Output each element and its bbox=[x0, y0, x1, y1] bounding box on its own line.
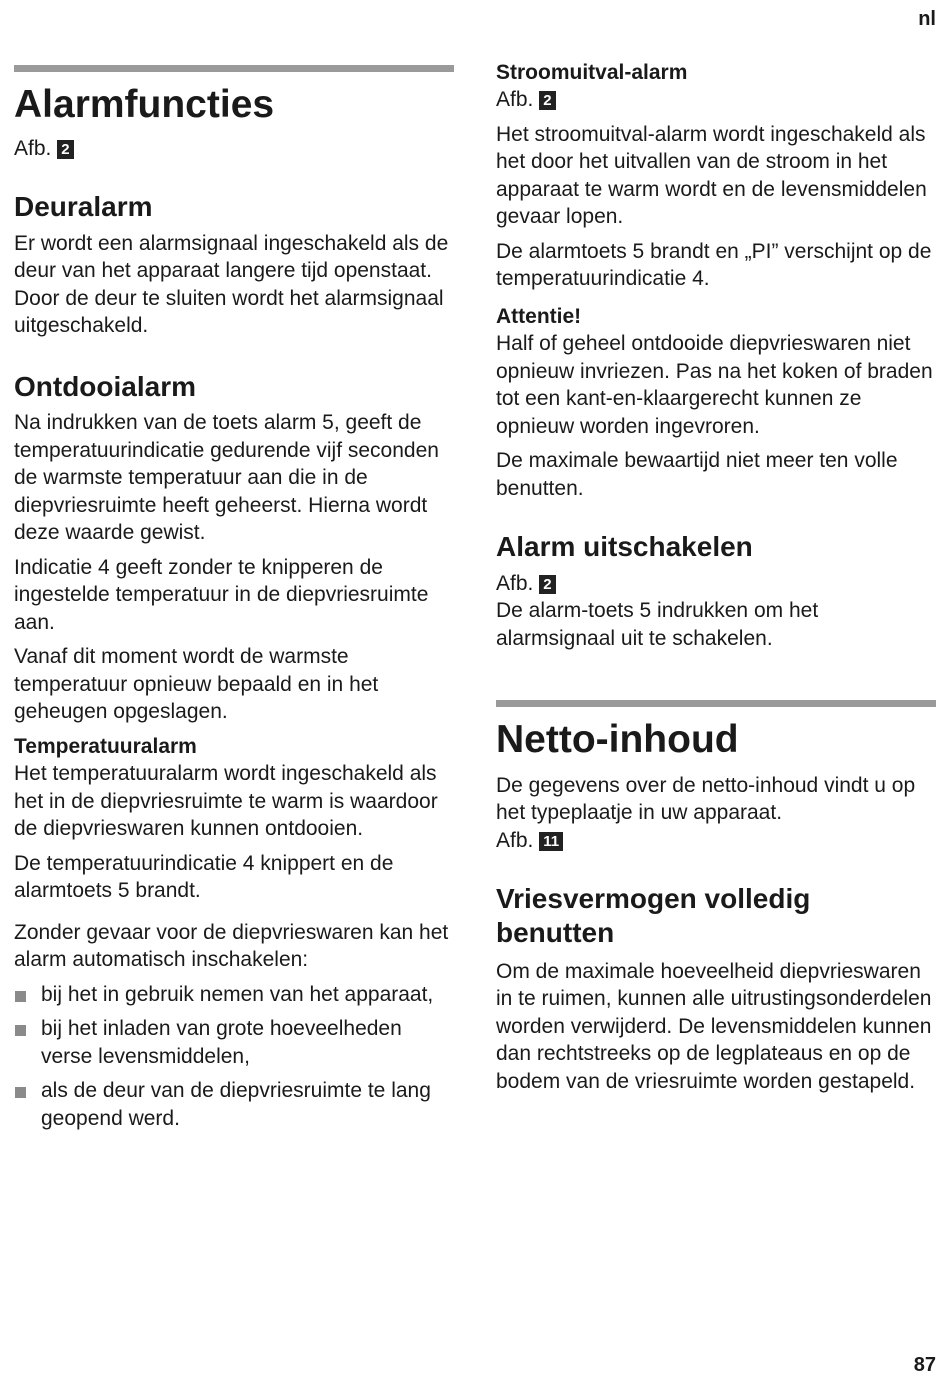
paragraph-bewaartijd: De maximale bewaartijd niet meer ten volle benutten. bbox=[496, 449, 898, 500]
figure-reference bbox=[496, 570, 936, 598]
heading-temperatuuralarm: Temperatuuralarm bbox=[14, 734, 197, 758]
list-item-text: bij het inladen van grote hoeveelheden verse levensmiddelen, bbox=[41, 1017, 402, 1068]
left-column bbox=[14, 0, 454, 1139]
heading-attentie: Attentie! bbox=[496, 304, 582, 328]
figure-label: Afb. bbox=[496, 828, 534, 852]
list-item bbox=[14, 1077, 454, 1132]
paragraph-deuralarm: Er wordt een alarmsignaal ingeschakeld als de deur van het apparaat langere tijd openstaat. Door de deur te sluiten wordt het alarmsignaal uitgeschakeld. bbox=[14, 231, 449, 338]
paragraph-attentie: Half of geheel ontdooide diepvrieswaren niet opnieuw invriezen. Pas na het koken of braden tot een kant-en-klaargerecht kunnen ze opnieuw worden ingevroren. bbox=[496, 332, 933, 438]
bullet-list bbox=[14, 981, 454, 1133]
heading-alarm-uitschakelen: Alarm uitschakelen bbox=[496, 531, 753, 562]
paragraph-temperatuuralarm-1: Het temperatuuralarm wordt ingeschakeld als het in de diepvriesruimte te warm is waardoor de diepvrieswaren kunnen ontdooien. bbox=[14, 762, 438, 841]
figure-label: Afb. bbox=[14, 136, 52, 160]
paragraph-alarm-uitschakelen: De alarm-toets 5 indrukken om het alarmsignaal uit te schakelen. bbox=[496, 599, 819, 650]
section-rule bbox=[14, 65, 454, 72]
list-item-text: bij het in gebruik nemen van het apparaat, bbox=[41, 982, 434, 1006]
right-column bbox=[496, 0, 936, 1095]
figure-reference bbox=[496, 827, 936, 855]
paragraph-ontdooialarm-2: Indicatie 4 geeft zonder te knipperen de ingestelde temperatuur in de diepvriesruimte aan. bbox=[14, 555, 429, 634]
section-title-netto-inhoud: Netto-inhoud bbox=[496, 718, 739, 762]
paragraph-stroomuitval-1: Het stroomuitval-alarm wordt ingeschakeld als het door het uitvallen van de stroom in het apparaat te warm wordt en de levensmiddelen gevaar lopen. bbox=[496, 122, 927, 229]
bullet-square-icon bbox=[15, 1025, 26, 1036]
paragraph-ontdooialarm-1: Na indrukken van de toets alarm 5, geeft de temperatuurindicatie gedurende vijf seconden de warmste temperatuur aan die in de diepvriesruimte heeft geheerst. Hierna wordt deze waarde gewist. bbox=[14, 411, 439, 545]
heading-vriesvermogen: Vriesvermogen volledig benutten bbox=[496, 883, 811, 948]
figure-number-badge: 11 bbox=[539, 832, 563, 851]
paragraph-temperatuuralarm-3: Zonder gevaar voor de diepvrieswaren kan het alarm automatisch inschakelen: bbox=[14, 920, 449, 972]
section-rule bbox=[496, 700, 936, 707]
heading-stroomuitval-alarm: Stroomuitval-alarm bbox=[496, 61, 688, 84]
page-number: 87 bbox=[913, 1354, 936, 1376]
figure-label: Afb. bbox=[496, 88, 534, 112]
figure-number-badge: 2 bbox=[539, 575, 555, 594]
bullet-square-icon bbox=[15, 991, 26, 1002]
list-item-text: als de deur van de diepvriesruimte te lang geopend werd. bbox=[41, 1079, 431, 1130]
bullet-square-icon bbox=[15, 1087, 26, 1098]
figure-reference bbox=[14, 135, 454, 163]
figure-number-badge: 2 bbox=[539, 91, 555, 110]
list-item bbox=[14, 1015, 454, 1070]
paragraph-ontdooialarm-3: Vanaf dit moment wordt de warmste temperatuur opnieuw bepaald en in het geheugen opgeslagen. bbox=[14, 645, 379, 724]
heading-ontdooialarm: Ontdooialarm bbox=[14, 370, 197, 402]
paragraph-temperatuuralarm-2: De temperatuurindicatie 4 knippert en de alarmtoets 5 brandt. bbox=[14, 851, 394, 903]
paragraph-vriesvermogen: Om de maximale hoeveelheid diepvrieswaren in te ruimen, kunnen alle uitrustingsonderdelen worden verwijderd. De levensmiddelen kunnen dan rechtstreeks op de legplateaus en op de bodem van de vriesruimte worden gestapeld. bbox=[496, 959, 932, 1093]
language-label: nl bbox=[918, 8, 936, 30]
list-item bbox=[14, 981, 454, 1009]
paragraph-stroomuitval-2: De alarmtoets 5 brandt en „PI” verschijnt op de temperatuurindicatie 4. bbox=[496, 239, 932, 291]
figure-number-badge: 2 bbox=[57, 140, 73, 159]
figure-reference bbox=[496, 86, 936, 114]
heading-deuralarm: Deuralarm bbox=[14, 191, 153, 223]
section-title-alarmfuncties: Alarmfuncties bbox=[14, 83, 275, 126]
paragraph-netto-inhoud: De gegevens over de netto-inhoud vindt u op het typeplaatje in uw apparaat. bbox=[496, 773, 916, 825]
figure-label: Afb. bbox=[496, 571, 534, 595]
